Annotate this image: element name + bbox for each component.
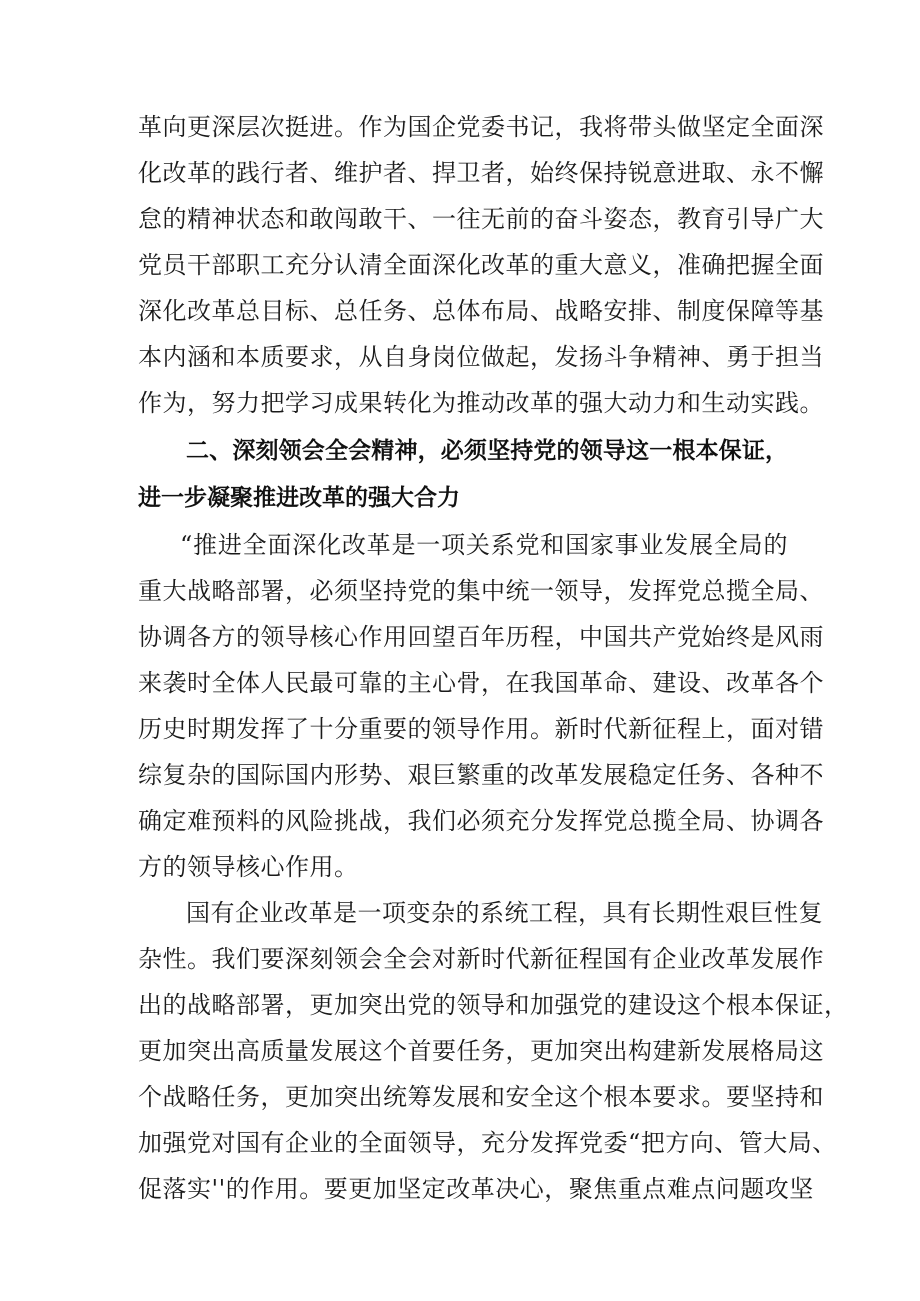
body-text-line: 党员干部职工充分认清全面深化改革的重大意义，准确把握全面 xyxy=(138,251,824,279)
body-text-line: 重大战略部署，必须坚持党的集中统一领导，发挥党总揽全局、 xyxy=(138,577,824,605)
body-text-line: 更加突出高质量发展这个首要任务，更加突出构建新发展格局这 xyxy=(138,1037,824,1065)
body-text-line: 来袭时全体人民最可靠的主心骨，在我国革命、建设、改革各个 xyxy=(138,669,824,697)
body-text-line: 加强党对国有企业的全面领导，充分发挥党委“把方向、管大局、 xyxy=(138,1129,837,1157)
body-text-line: 化改革的践行者、维护者、捍卫者，始终保持锐意进取、永不懈 xyxy=(138,159,824,187)
body-text-line: 确定难预料的风险挑战，我们必须充分发挥党总揽全局、协调各 xyxy=(138,807,824,835)
body-text-line: 历史时期发挥了十分重要的领导作用。新时代新征程上，面对错 xyxy=(138,715,824,743)
body-text-line: 个战略任务，更加突出统筹发展和安全这个根本要求。要坚持和 xyxy=(138,1083,824,1111)
body-text-line: 本内涵和本质要求，从自身岗位做起，发扬斗争精神、勇于担当 xyxy=(138,343,824,371)
body-text-line: 革向更深层次挺进。作为国企党委书记，我将带头做坚定全面深 xyxy=(138,113,824,141)
body-text-line: 综复杂的国际国内形势、艰巨繁重的改革发展稳定任务、各种不 xyxy=(138,761,824,789)
section-heading: 二、深刻领会全会精神，必须坚持党的领导这一根本保证， xyxy=(186,438,788,464)
body-text-line: 深化改革总目标、总任务、总体布局、战略安排、制度保障等基 xyxy=(138,297,824,325)
body-text-line: 怠的精神状态和敢闯敢干、一往无前的奋斗姿态，教育引导广大 xyxy=(138,205,824,233)
body-text-line: 促落实''的作用。要更加坚定改革决心，聚焦重点难点问题攻坚 xyxy=(138,1175,814,1203)
body-text-line: “推进全面深化改革是一项关系党和国家事业发展全局的 xyxy=(180,531,788,559)
body-text-line: 方的领导核心作用。 xyxy=(138,853,359,881)
body-text-line: 杂性。我们要深刻领会全会对新时代新征程国有企业改革发展作 xyxy=(138,945,824,973)
body-text-line: 协调各方的领导核心作用回望百年历程，中国共产党始终是风雨 xyxy=(138,623,824,651)
body-text-line: 作为，努力把学习成果转化为推动改革的强大动力和生动实践。 xyxy=(138,389,824,417)
body-text-line: 出的战略部署，更加突出党的领导和加强党的建设这个根本保证， xyxy=(138,991,849,1019)
section-heading: 进一步凝聚推进改革的强大合力 xyxy=(138,485,460,511)
body-text-line: 国有企业改革是一项变杂的系统工程，具有长期性艰巨性复 xyxy=(186,899,823,927)
